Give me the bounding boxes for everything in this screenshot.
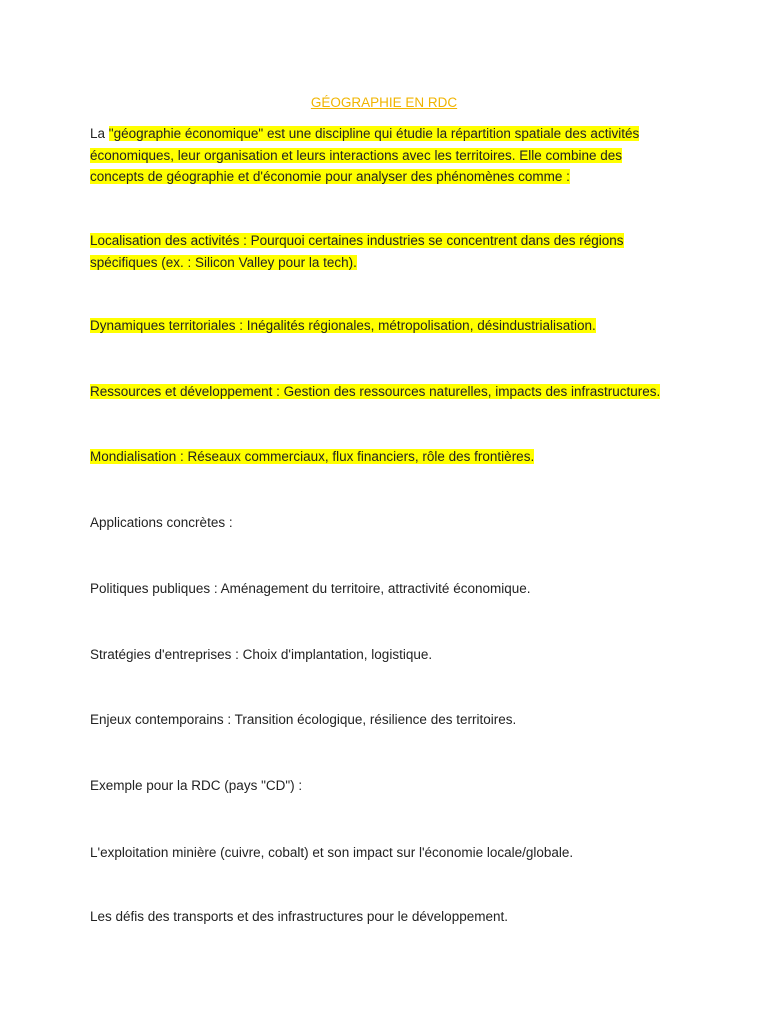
intro-highlight: économiques, leur organisation et leurs interactions avec les territoires. Elle combine des: [90, 147, 623, 163]
intro-line: [90, 145, 690, 167]
intro-highlight: concepts de géographie et d'économie pour analyser des phénomènes comme :: [90, 169, 570, 184]
intro-highlight: "géographie économique" est une discipline qui étudie la répartition spatiale des activités: [108, 126, 640, 141]
applications-heading: [90, 512, 690, 534]
highlighted-line: [90, 252, 690, 274]
highlighted-item-dynamiques: [90, 315, 690, 337]
intro-paragraph: [90, 123, 690, 188]
highlight-text: Localisation des activités : Pourquoi certaines industries se concentrent dans des régions: [90, 233, 624, 248]
highlighted-item-ressources: [90, 381, 690, 403]
intro-line: [90, 123, 690, 145]
plain-text: L'exploitation minière (cuivre, cobalt) et son impact sur l'économie locale/globale.: [90, 845, 574, 860]
highlighted-line: [90, 315, 690, 337]
plain-text: Enjeux contemporains : Transition écologique, résilience des territoires.: [90, 712, 517, 727]
highlight-text: Ressources et développement : Gestion des ressources naturelles, impacts des infrastructures.: [90, 384, 661, 399]
highlighted-line: [90, 381, 690, 403]
highlighted-line: [90, 230, 690, 252]
document-title: [0, 93, 768, 113]
item-strategies-entreprises: [90, 644, 690, 666]
highlight-text: Dynamiques territoriales : Inégalités régionales, métropolisation, désindustrialisation.: [90, 318, 596, 333]
item-politiques-publiques: [90, 578, 690, 600]
plain-text: Stratégies d'entreprises : Choix d'implantation, logistique.: [90, 647, 433, 662]
document-title-text: GÉOGRAPHIE EN RDC: [310, 95, 458, 110]
item-defis-transports: [90, 906, 690, 928]
plain-text: Exemple pour la RDC (pays "CD") :: [90, 778, 303, 793]
plain-text: Politiques publiques : Aménagement du territoire, attractivité économique.: [90, 581, 531, 596]
highlighted-item-localisation: [90, 230, 690, 273]
highlight-text: spécifiques (ex. : Silicon Valley pour la tech).: [90, 254, 357, 270]
plain-text: Applications concrètes :: [90, 515, 233, 530]
highlighted-item-mondialisation: [90, 446, 690, 468]
plain-text: Les défis des transports et des infrastructures pour le développement.: [90, 909, 508, 924]
item-enjeux-contemporains: [90, 709, 690, 731]
intro-prefix: La: [90, 126, 109, 141]
item-exploitation-miniere: [90, 842, 690, 864]
highlighted-line: [90, 446, 690, 468]
item-exemple-rdc: [90, 775, 690, 797]
intro-line: [90, 166, 690, 188]
highlight-text: Mondialisation : Réseaux commerciaux, flux financiers, rôle des frontières.: [90, 449, 535, 464]
